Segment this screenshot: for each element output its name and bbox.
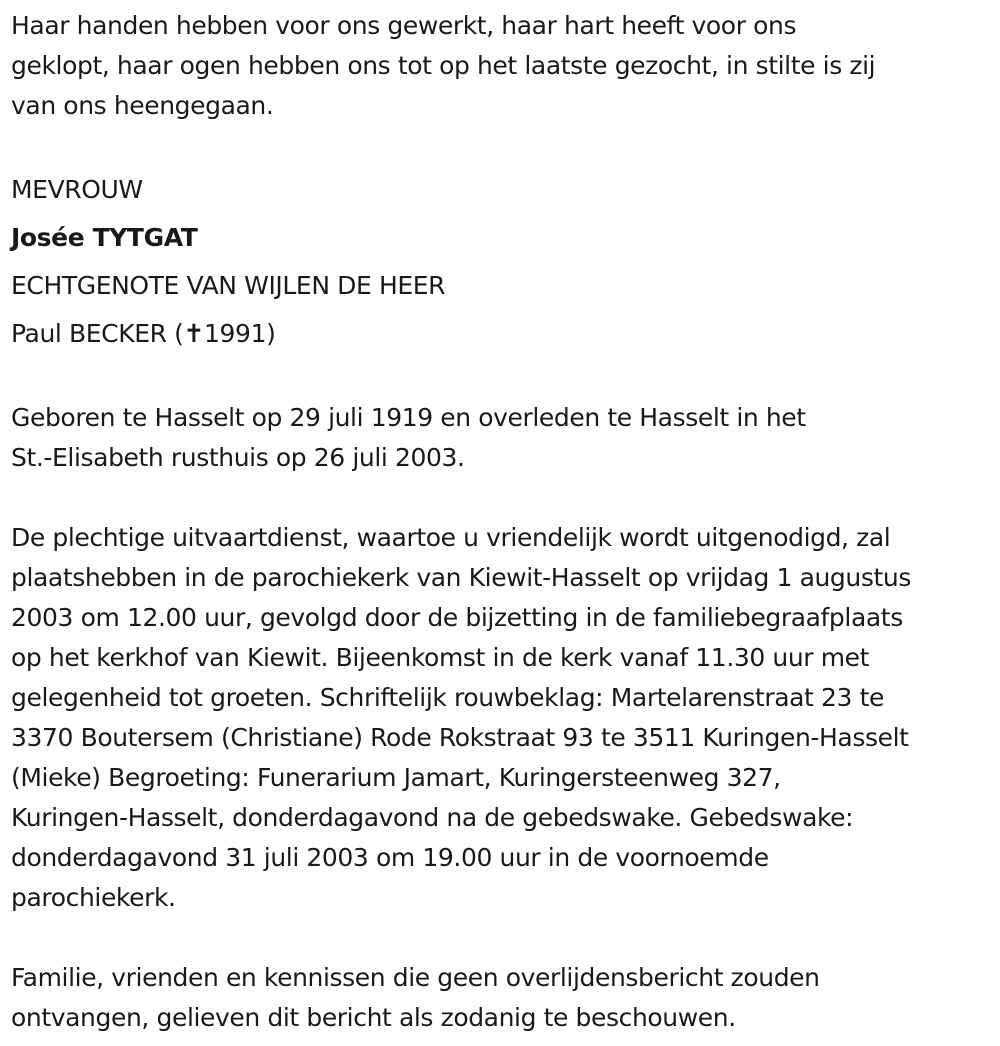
intro-line: van ons heengegaan. [11, 91, 274, 120]
deceased-title: MEVROUW [11, 175, 143, 204]
intro-line: Haar handen hebben voor ons gewerkt, haar hart heeft voor ons [11, 11, 797, 40]
spouse-label: ECHTGENOTE VAN WIJLEN DE HEER [11, 271, 446, 300]
obituary-notice [11, 6, 993, 1038]
spacer [11, 478, 993, 518]
cross-icon: ✝ [183, 319, 205, 348]
funeral-line: 3370 Boutersem (Christiane) Rode Rokstraat 93 te 3511 Kuringen-Hasselt [11, 723, 909, 752]
deceased-name: Josée TYTGAT [11, 223, 198, 252]
funeral-line: (Mieke) Begroeting: Funerarium Jamart, Kuringersteenweg 327, [11, 763, 781, 792]
intro-line: geklopt, haar ogen hebben ons tot op het laatste gezocht, in stilte is zij [11, 51, 876, 80]
funeral-line: plaatshebben in de parochiekerk van Kiewit-Hasselt op vrijdag 1 augustus [11, 563, 911, 592]
funeral-line: op het kerkhof van Kiewit. Bijeenkomst in de kerk vanaf 11.30 uur met [11, 643, 870, 672]
funeral-line: donderdagavond 31 juli 2003 om 19.00 uur in de voornoemde [11, 843, 769, 872]
spouse-death-year: 1991) [204, 319, 276, 348]
deceased-block [11, 166, 993, 358]
intro-paragraph [11, 6, 993, 126]
closing-paragraph [11, 958, 993, 1038]
funeral-line: 2003 om 12.00 uur, gevolgd door de bijzetting in de familiebegraafplaats [11, 603, 903, 632]
spacer [11, 358, 993, 398]
spacer [11, 918, 993, 958]
closing-line: Familie, vrienden en kennissen die geen overlijdensbericht zouden [11, 963, 820, 992]
funeral-line: De plechtige uitvaartdienst, waartoe u vriendelijk wordt uitgenodigd, zal [11, 523, 891, 552]
spacer [11, 126, 993, 166]
funeral-paragraph [11, 518, 993, 918]
funeral-line: Kuringen-Hasselt, donderdagavond na de gebedswake. Gebedswake: [11, 803, 854, 832]
birth-death-paragraph [11, 398, 993, 478]
funeral-line: gelegenheid tot groeten. Schriftelijk rouwbeklag: Martelarenstraat 23 te [11, 683, 884, 712]
birth-death-line: St.-Elisabeth rusthuis op 26 juli 2003. [11, 443, 465, 472]
spouse-name: Paul BECKER ( [11, 319, 184, 348]
funeral-line: parochiekerk. [11, 883, 176, 912]
closing-line: ontvangen, gelieven dit bericht als zodanig te beschouwen. [11, 1003, 736, 1032]
spouse-line [11, 310, 993, 358]
birth-death-line: Geboren te Hasselt op 29 juli 1919 en overleden te Hasselt in het [11, 403, 806, 432]
